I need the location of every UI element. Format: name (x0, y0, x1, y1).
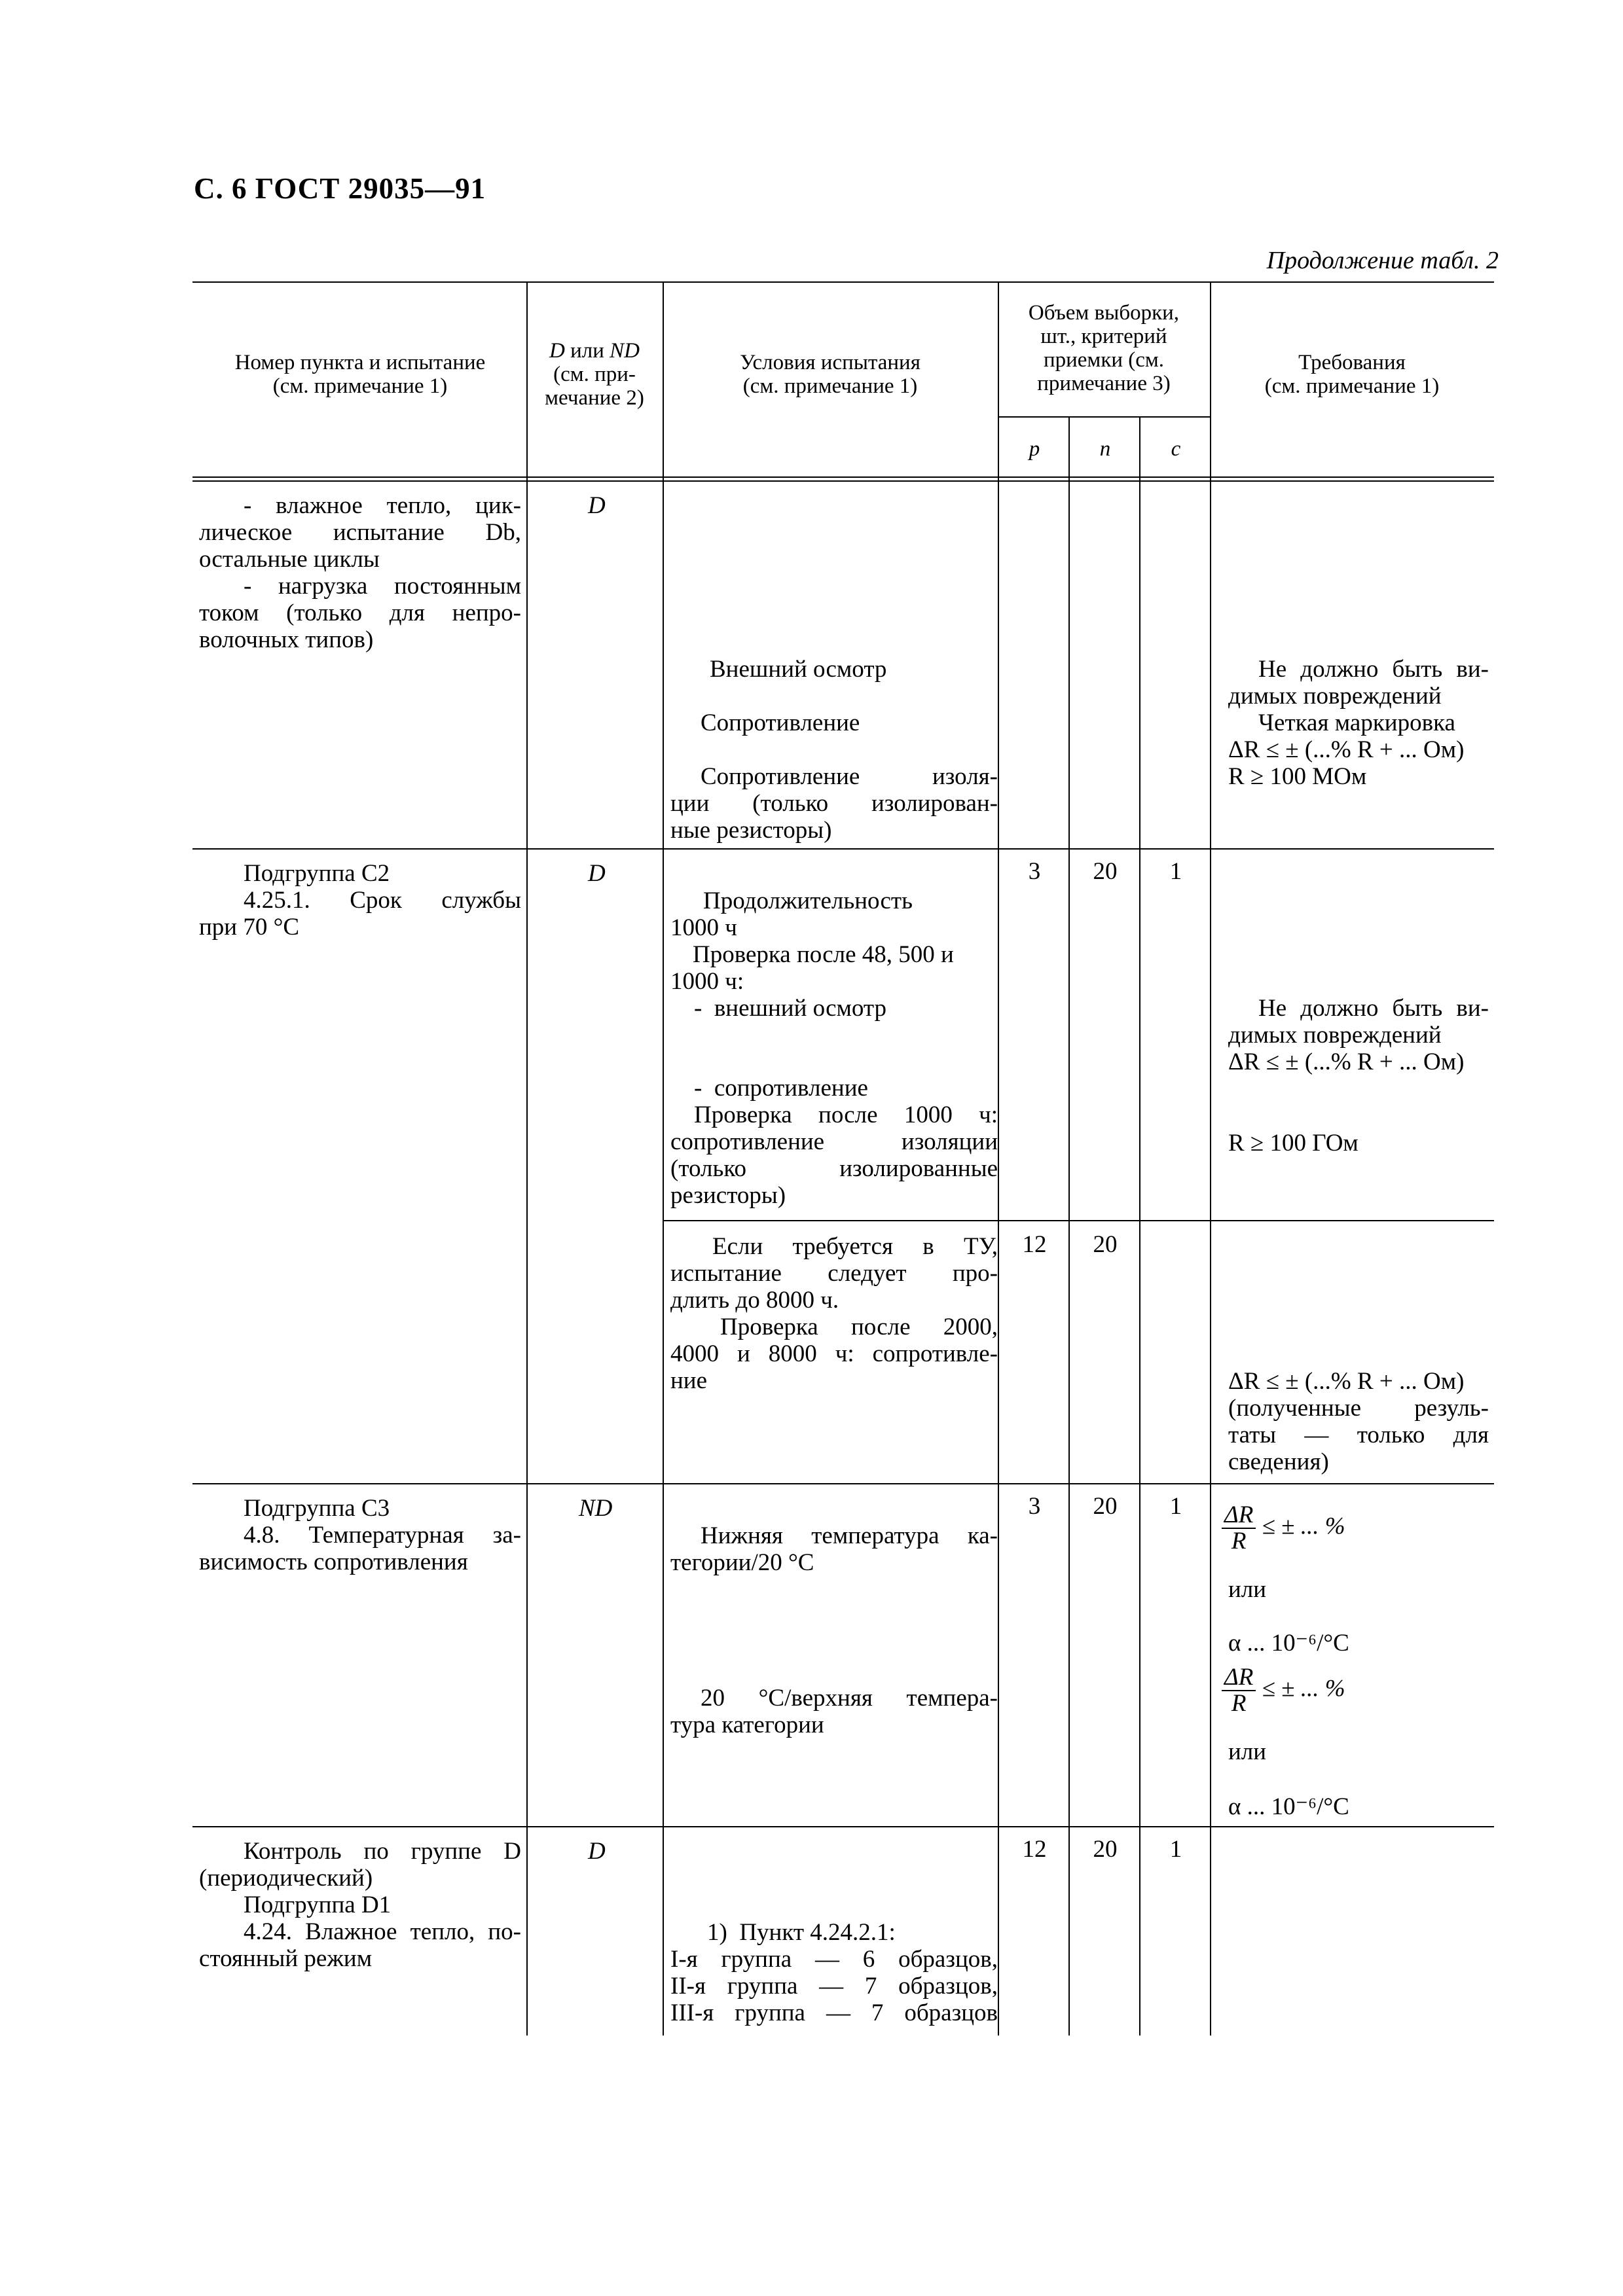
row3-requirements: ΔR ≤ ± (...% R + ... Ом) (полученные резуль- таты — только для сведения) (1228, 1368, 1489, 1475)
row1-dnd: D (588, 492, 606, 519)
column-divider (1068, 416, 1070, 2036)
row4-or-2: или (1228, 1738, 1267, 1765)
row2-conditions-b: - сопротивление Проверка после 1000 ч: сопротивление изоляции (только изолированные резисторы) (670, 1075, 998, 1209)
row2-req-insulation: R ≥ 100 ГОм (1228, 1130, 1359, 1157)
row5-n: 20 (1093, 1836, 1118, 1863)
page-header: С. 6 ГОСТ 29035—91 (194, 172, 486, 205)
header-p: p (1029, 437, 1040, 461)
row3-n: 20 (1093, 1231, 1118, 1258)
column-divider (1139, 416, 1140, 2036)
row5-conditions: 1) Пункт 4.24.2.1: I-я группа — 6 образцов, II-я группа — 7 образцов, III-я группа — 7 образцов (670, 1919, 998, 2026)
row4-cond-upper: 20 °С/верхняя темпера- тура категории (670, 1685, 998, 1738)
header-bottom-border-2 (192, 480, 1494, 482)
row4-item: Подгруппа С3 4.8. Температурная за- висимость сопротивления (199, 1495, 521, 1575)
row5-p: 12 (1022, 1836, 1047, 1863)
row4-alpha-1: α ... 10⁻⁶/°С (1228, 1630, 1349, 1657)
table-top-border (192, 281, 1494, 283)
header-item-test: Номер пункта и испытание (см. примечание 1) (234, 351, 486, 398)
header-c: c (1171, 437, 1181, 461)
row3-p: 12 (1022, 1231, 1047, 1258)
row4-c: 1 (1169, 1493, 1182, 1520)
row1-cond-insulation: Сопротивление изоля- ции (только изолирован- ные резисторы) (670, 763, 998, 844)
row5-dnd: D (588, 1838, 606, 1865)
header-conditions: Условия испытания (см. примечание 1) (740, 351, 921, 398)
header-bottom-border (192, 476, 1494, 478)
row-separator (663, 1220, 1494, 1221)
row4-or-1: или (1228, 1576, 1267, 1603)
row4-p: 3 (1028, 1493, 1041, 1520)
column-divider (526, 281, 528, 2036)
header-n: n (1099, 437, 1111, 461)
row5-item: Контроль по группе D (периодический) Подгруппа D1 4.24. Влажное тепло, по- стоянный режим (199, 1838, 521, 1972)
header-sample: Объем выборки, шт., критерий приемки (см. примечание 3) (1028, 301, 1180, 395)
row4-dnd: ND (579, 1495, 613, 1522)
row3-conditions: Если требуется в ТУ, испытание следует про- длить до 8000 ч. Проверка после 2000, 4000 и 8000 ч: сопротивле- ние (670, 1233, 998, 1394)
row4-alpha-2: α ... 10⁻⁶/°С (1228, 1793, 1349, 1820)
column-divider (663, 281, 664, 2036)
row4-cond-lower: Нижняя температура ка- тегории/20 °С (670, 1522, 998, 1576)
row4-formula-1: $\frac{\Delta R}{R}$ ≤ ± ... % (1222, 1503, 1345, 1554)
header-d-nd: D или ND (см. при- мечание 2) (545, 339, 644, 410)
row-separator (192, 848, 1494, 850)
row2-requirements: Не должно быть ви- димых повреждений ΔR ≤ ± (...% R + ... Ом) (1228, 995, 1489, 1075)
row2-p: 3 (1028, 858, 1041, 885)
row2-conditions: Продолжительность 1000 ч Проверка после 48, 500 и 1000 ч: - внешний осмотр (670, 888, 954, 1022)
header-requirements: Требования (см. примечание 1) (1264, 351, 1440, 398)
row2-dnd: D (588, 860, 606, 887)
continuation-label: Продолжение табл. 2 (1266, 247, 1499, 274)
row1-requirements: Не должно быть ви- димых повреждений Четкая маркировка ΔR ≤ ± (...% R + ... Ом) R ≥ 100 МОм (1228, 656, 1489, 790)
row4-n: 20 (1093, 1493, 1118, 1520)
row2-c: 1 (1169, 858, 1182, 885)
row1-cond-resistance: Сопротивление (701, 709, 860, 736)
row1-item: - влажное тепло, цик- лическое испытание Db, остальные циклы - нагрузка постоянным током (только для непро- волочных типов) (199, 492, 521, 653)
column-divider (998, 281, 999, 2036)
row5-c: 1 (1169, 1836, 1182, 1863)
subheader-line (998, 416, 1210, 418)
row-separator (192, 1483, 1494, 1484)
row4-formula-2: $\frac{\Delta R}{R}$ ≤ ± ... % (1222, 1665, 1345, 1716)
row2-item: Подгруппа С2 4.25.1. Срок службы при 70 °С (199, 860, 521, 941)
row-separator (192, 1826, 1494, 1827)
row2-n: 20 (1093, 858, 1118, 885)
column-divider (1210, 281, 1211, 2036)
row1-cond-visual: Внешний осмотр (710, 656, 887, 683)
